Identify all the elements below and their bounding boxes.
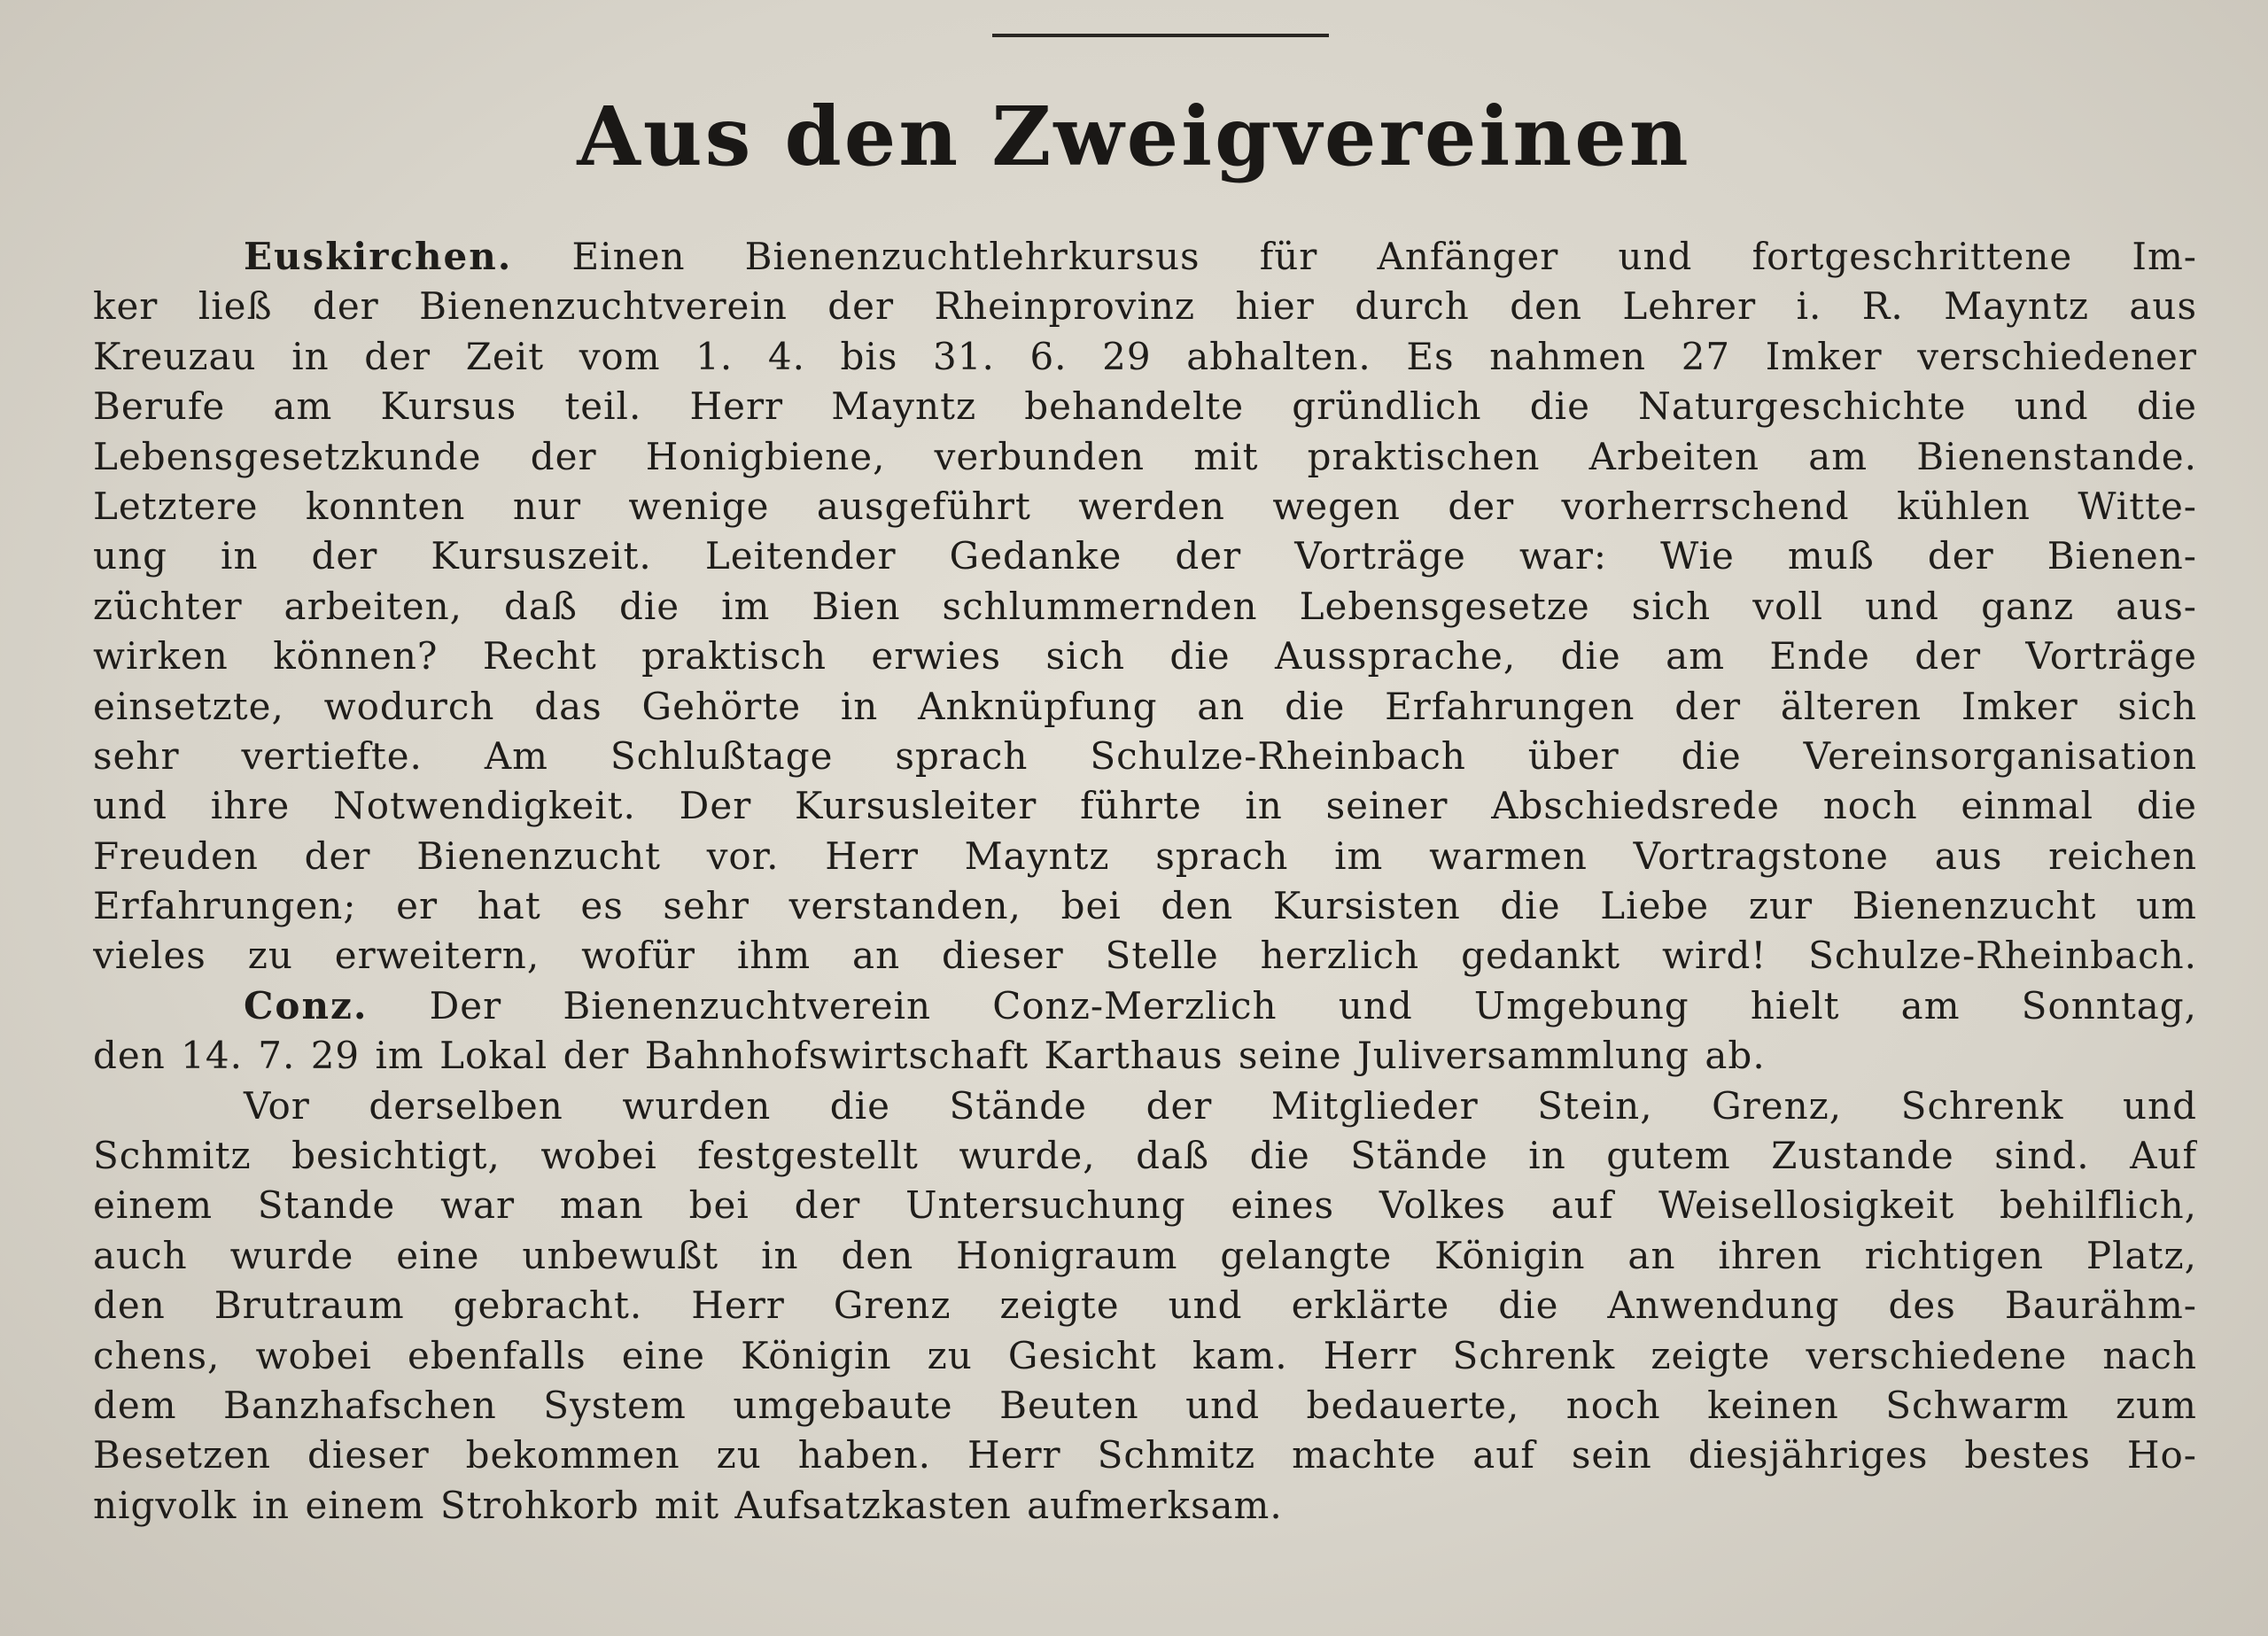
line-text: Erfahrungen; er hat es sehr verstanden, bei den Kursisten die Liebe zur Bienenzucht um: [93, 884, 2197, 928]
text-line: [93, 1481, 2197, 1531]
place-name: Conz.: [244, 983, 369, 1027]
line-text: Freuden der Bienenzucht vor. Herr Mayntz sprach im warmen Vortragstone aus reichen: [93, 834, 2197, 878]
text-line: [93, 282, 2197, 331]
line-text: Einen Bienenzuchtlehrkursus für Anfänger und fortgeschrittene Im-: [512, 235, 2197, 278]
text-line: [93, 1181, 2197, 1230]
line-text: Der Bienenzuchtverein Conz-Merzlich und Umgebung hielt am Sonntag,: [368, 983, 2197, 1027]
text-line: [93, 1131, 2197, 1181]
line-text: Letztere konnten nur wenige ausgeführt werden wegen der vorherrschend kühlen Witte-: [93, 484, 2197, 528]
text-line: [93, 332, 2197, 382]
line-text: Schmitz besichtigt, wobei festgestellt wurde, daß die Stände in gutem Zustande sind. Auf: [93, 1134, 2197, 1178]
line-text: sehr vertiefte. Am Schlußtage sprach Schulze-Rheinbach über die Vereinsorganisation: [93, 733, 2197, 778]
line-text: vieles zu erweitern, wofür ihm an dieser Stelle herzlich gedankt wird! Schulze-Rheinbach.: [93, 934, 2197, 978]
line-text: nigvolk in einem Strohkorb mit Aufsatzkasten aufmerksam.: [93, 1483, 1283, 1527]
text-line: [93, 582, 2197, 632]
place-name: Euskirchen.: [244, 235, 513, 278]
text-line: [93, 781, 2197, 831]
text-line: [93, 232, 2197, 282]
text-line: [93, 931, 2197, 981]
line-text: den 14. 7. 29 im Lokal der Bahnhofswirtschaft Karthaus seine Juliversammlung ab.: [93, 1034, 1766, 1078]
text-line: [93, 881, 2197, 931]
top-divider-rule: [992, 34, 1329, 37]
line-text: den Brutraum gebracht. Herr Grenz zeigte und erklärte die Anwendung des Baurähm-: [93, 1283, 2197, 1328]
text-line: [93, 1231, 2197, 1281]
text-line: [93, 732, 2197, 781]
text-line: [93, 531, 2197, 581]
line-text: Kreuzau in der Zeit vom 1. 4. bis 31. 6. 29 abhalten. Es nahmen 27 Imker verschiedener: [93, 334, 2197, 378]
section-title: Aus den Zweigvereinen: [577, 89, 1691, 184]
line-text: wirken können? Recht praktisch erwies sich die Aussprache, die am Ende der Vorträge: [93, 634, 2197, 678]
text-line: [93, 1082, 2197, 1131]
line-text: ung in der Kursuszeit. Leitender Gedanke der Vorträge war: Wie muß der Bienen-: [93, 534, 2197, 578]
line-text: Berufe am Kursus teil. Herr Mayntz behandelte gründlich die Naturgeschichte und die: [93, 384, 2197, 429]
line-text: auch wurde eine unbewußt in den Honigraum gelangte Königin an ihren richtigen Platz,: [93, 1233, 2197, 1277]
line-text: dem Banzhafschen System umgebaute Beuten und bedauerte, noch keinen Schwarm zum: [93, 1383, 2197, 1427]
text-line: [93, 1031, 2197, 1081]
text-line: [93, 981, 2197, 1031]
line-text: ker ließ der Bienenzuchtverein der Rheinprovinz hier durch den Lehrer i. R. Mayntz aus: [93, 284, 2197, 329]
paragraph-conz-continued: [93, 1082, 2197, 1531]
text-line: [93, 1331, 2197, 1381]
text-line: [93, 682, 2197, 732]
text-line: [93, 382, 2197, 431]
text-line: [93, 482, 2197, 531]
paragraph-euskirchen: [93, 232, 2197, 981]
line-text: einsetzte, wodurch das Gehörte in Anknüpfung an die Erfahrungen der älteren Imker sich: [93, 684, 2197, 728]
line-text: einem Stande war man bei der Untersuchung eines Volkes auf Weisellosigkeit behilflich,: [93, 1183, 2197, 1228]
text-line: [93, 632, 2197, 681]
line-text: und ihre Notwendigkeit. Der Kursusleiter führte in seiner Abschiedsrede noch einmal die: [93, 784, 2197, 828]
text-line: [93, 1431, 2197, 1480]
line-text: Vor derselben wurden die Stände der Mitglieder Stein, Grenz, Schrenk und: [244, 1083, 2197, 1128]
article-body: [93, 232, 2197, 1531]
line-text: züchter arbeiten, daß die im Bien schlummernden Lebensgesetze sich voll und ganz aus-: [93, 584, 2197, 628]
line-text: Besetzen dieser bekommen zu haben. Herr Schmitz machte auf sein diesjähriges bestes Ho-: [93, 1433, 2197, 1477]
text-line: [93, 432, 2197, 482]
line-text: Lebensgesetzkunde der Honigbiene, verbunden mit praktischen Arbeiten am Bienenstande.: [93, 434, 2197, 478]
line-text: chens, wobei ebenfalls eine Königin zu Gesicht kam. Herr Schrenk zeigte verschiedene nach: [93, 1333, 2197, 1377]
text-line: [93, 1281, 2197, 1330]
paragraph-conz: [93, 981, 2197, 1082]
text-line: [93, 1381, 2197, 1431]
text-line: [93, 832, 2197, 881]
